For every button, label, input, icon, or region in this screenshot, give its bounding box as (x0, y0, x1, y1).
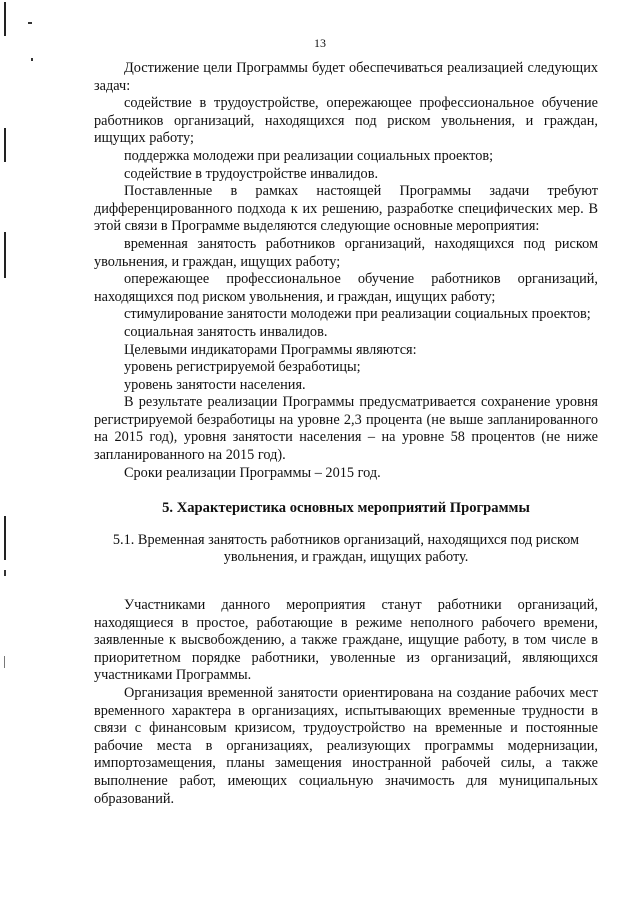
paragraph: Организация временной занятости ориентирована на создание рабочих мест временного характера в организациях, испытывающих временные трудности в связи с финансовым кризисом, трудоустройство на временные и постоянные рабочие места в организациях, реализующих программы модернизации, импортозамещения, планы замещения иностранной рабочей силы, а также выполнение работ, имеющих социальную значимость для муниципальных образований. (94, 685, 598, 807)
paragraph: Участниками данного мероприятия станут работники организаций, находящиеся в простое, работающие в режиме неполного рабочего времени, заявленные к высвобождению, а также граждане, ищущие работу, в том числе в приоритетном порядке работники, уволенные из организаций, являющихся участниками Программы. (94, 597, 598, 684)
scan-margin-mark (4, 128, 6, 162)
scan-speck (4, 656, 5, 668)
paragraph: Поставленные в рамках настоящей Программы задачи требуют дифференцированного подхода к их решению, разработке специфических мер. В этой связи в Программе выделяются следующие основные мероприятия: (94, 183, 598, 235)
scan-speck (28, 22, 32, 24)
list-item: временная занятость работников организаций, находящихся под риском увольнения, и граждан, ищущих работу; (94, 235, 598, 270)
paragraph: Сроки реализации Программы – 2015 год. (124, 464, 381, 481)
scan-margin-mark (4, 232, 6, 278)
document-body (94, 60, 598, 808)
list-item: поддержка молодежи при реализации социальных проектов; (124, 147, 494, 164)
section-heading: 5. Характеристика основных мероприятий Программы (162, 500, 530, 517)
list-item: социальная занятость инвалидов. (124, 323, 328, 340)
paragraph: Целевыми индикаторами Программы являются: (124, 341, 417, 358)
scan-margin-mark (4, 516, 6, 560)
scan-speck (31, 58, 33, 61)
scan-margin-mark (4, 2, 6, 36)
scan-speck (4, 570, 6, 576)
list-item: содействие в трудоустройстве инвалидов. (124, 165, 379, 182)
paragraph: В результате реализации Программы предусматривается сохранение уровня регистрируемой безработицы на уровне 2,3 процента (не выше запланированного на 2015 год), уровня занятости населения – на уровне 58 процентов (не ниже запланированного на 2015 год). (94, 394, 598, 464)
list-item: опережающее профессиональное обучение работников организаций, находящихся под риском увольнения, и граждан, ищущих работу; (94, 271, 598, 305)
paragraph: Достижение цели Программы будет обеспечиваться реализацией следующих задач: (94, 60, 598, 94)
list-item: содействие в трудоустройстве, опережающее профессиональное обучение работников организаций, находящихся под риском увольнения, и граждан, ищущих работу; (94, 95, 598, 147)
list-item: уровень регистрируемой безработицы; (124, 359, 361, 376)
list-item: стимулирование занятости молодежи при реализации социальных проектов; (124, 306, 591, 323)
list-item: уровень занятости населения. (124, 376, 306, 393)
subsection-heading: 5.1. Временная занятость работников организаций, находящихся под риском увольнения, и граждан, ищущих работу. (112, 531, 580, 566)
page-number: 13 (314, 36, 326, 50)
